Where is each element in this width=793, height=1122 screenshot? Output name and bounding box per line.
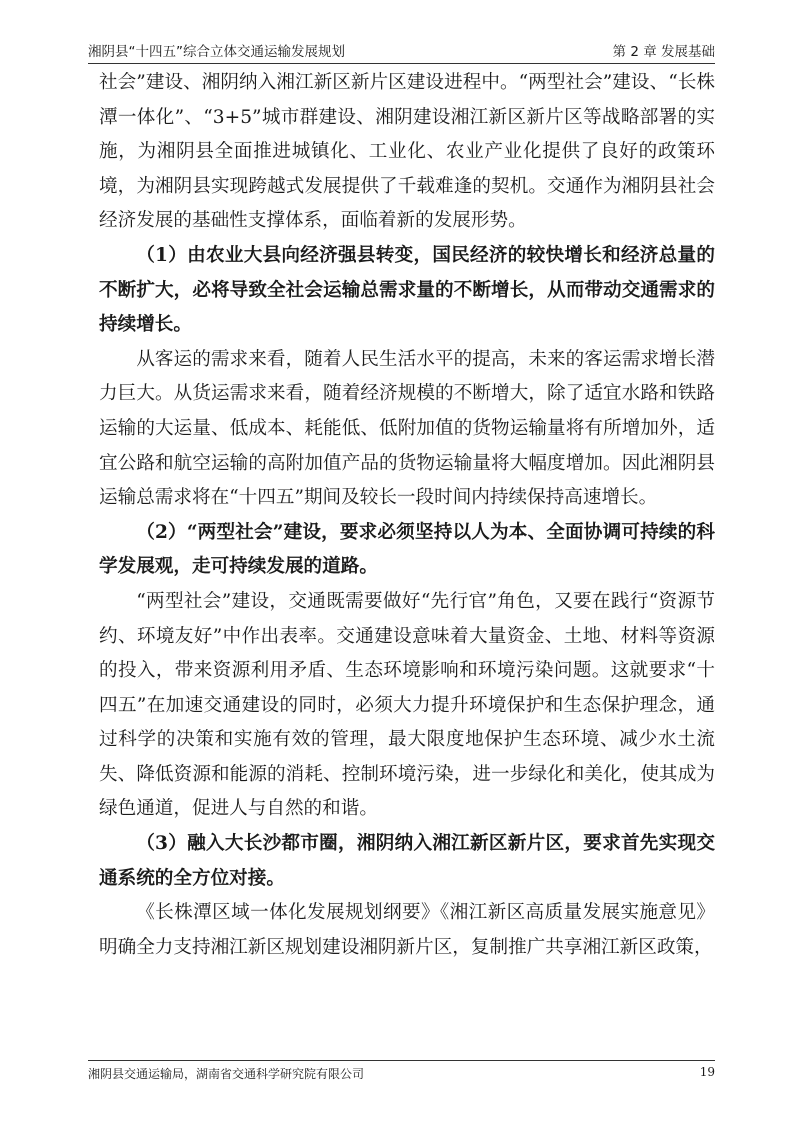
page-header <box>88 40 715 64</box>
paragraph-two-type-society: “两型社会”建设，交通既需要做好“先行官”角色，又要在践行“资源节约、环境友好”中作出表率。交通建设意味着大量资金、土地、材料等资源的投入，带来资源利用矛盾、生态环境影响和环境污染问题。这就要求“十四五”在加速交通建设的同时，必须大力提升环境保护和生态保护理念，通过科学的决策和实施有效的管理，最大限度地保护生态环境、减少水土流失、降低资源和能源的消耗、控制环境污染，进一步绿化和美化，使其成为绿色通道，促进人与自然的和谐。 <box>99 590 715 820</box>
section-heading-3: （3）融入大长沙都市圈，湘阴纳入湘江新区新片区，要求首先实现交通系统的全方位对接。 <box>99 833 715 889</box>
footer-organization: 湘阴县交通运输局，湖南省交通科学研究院有限公司 <box>88 1067 365 1081</box>
paragraph-integration: 《长株潭区域一体化发展规划纲要》《湘江新区高质量发展实施意见》明确全力支持湘江新区规划建设湘阴新片区，复制推广共享湘江新区政策， <box>99 902 715 958</box>
page-content <box>99 66 715 965</box>
paragraph-continuation: 社会”建设、湘阴纳入湘江新区新片区建设进程中。“两型社会”建设、“长株潭一体化”、“3+5”城市群建设、湘阴建设湘江新区新片区等战略部署的实施，为湘阴县全面推进城镇化、工业化、农业产业化提供了良好的政策环境，为湘阴县实现跨越式发展提供了千载难逢的契机。交通作为湘阴县社会经济发展的基础性支撑体系，面临着新的发展形势。 <box>99 72 715 232</box>
section-heading-2: （2）“两型社会”建设，要求必须坚持以人为本、全面协调可持续的科学发展观，走可持续发展的道路。 <box>99 521 715 578</box>
page-footer <box>88 1060 715 1086</box>
paragraph-passenger-freight: 从客运的需求来看，随着人民生活水平的提高，未来的客运需求增长潜力巨大。从货运需求来看，随着经济规模的不断增大，除了适宜水路和铁路运输的大运量、低成本、耗能低、低附加值的货物运输量将有所增加外，适宜公路和航空运输的高附加值产品的货物运输量将大幅度增加。因此湘阴县运输总需求将在“十四五”期间及较长一段时间内持续保持高速增长。 <box>99 348 715 509</box>
document-title: 湘阴县“十四五”综合立体交通运输发展规划 <box>88 44 345 60</box>
chapter-title: 第 2 章 发展基础 <box>612 44 715 60</box>
section-heading-1: （1）由农业大县向经济强县转变，国民经济的较快增长和经济总量的不断扩大，必将导致全社会运输总需求量的不断增长，从而带动交通需求的持续增长。 <box>99 244 715 336</box>
page-number: 19 <box>699 1065 715 1079</box>
